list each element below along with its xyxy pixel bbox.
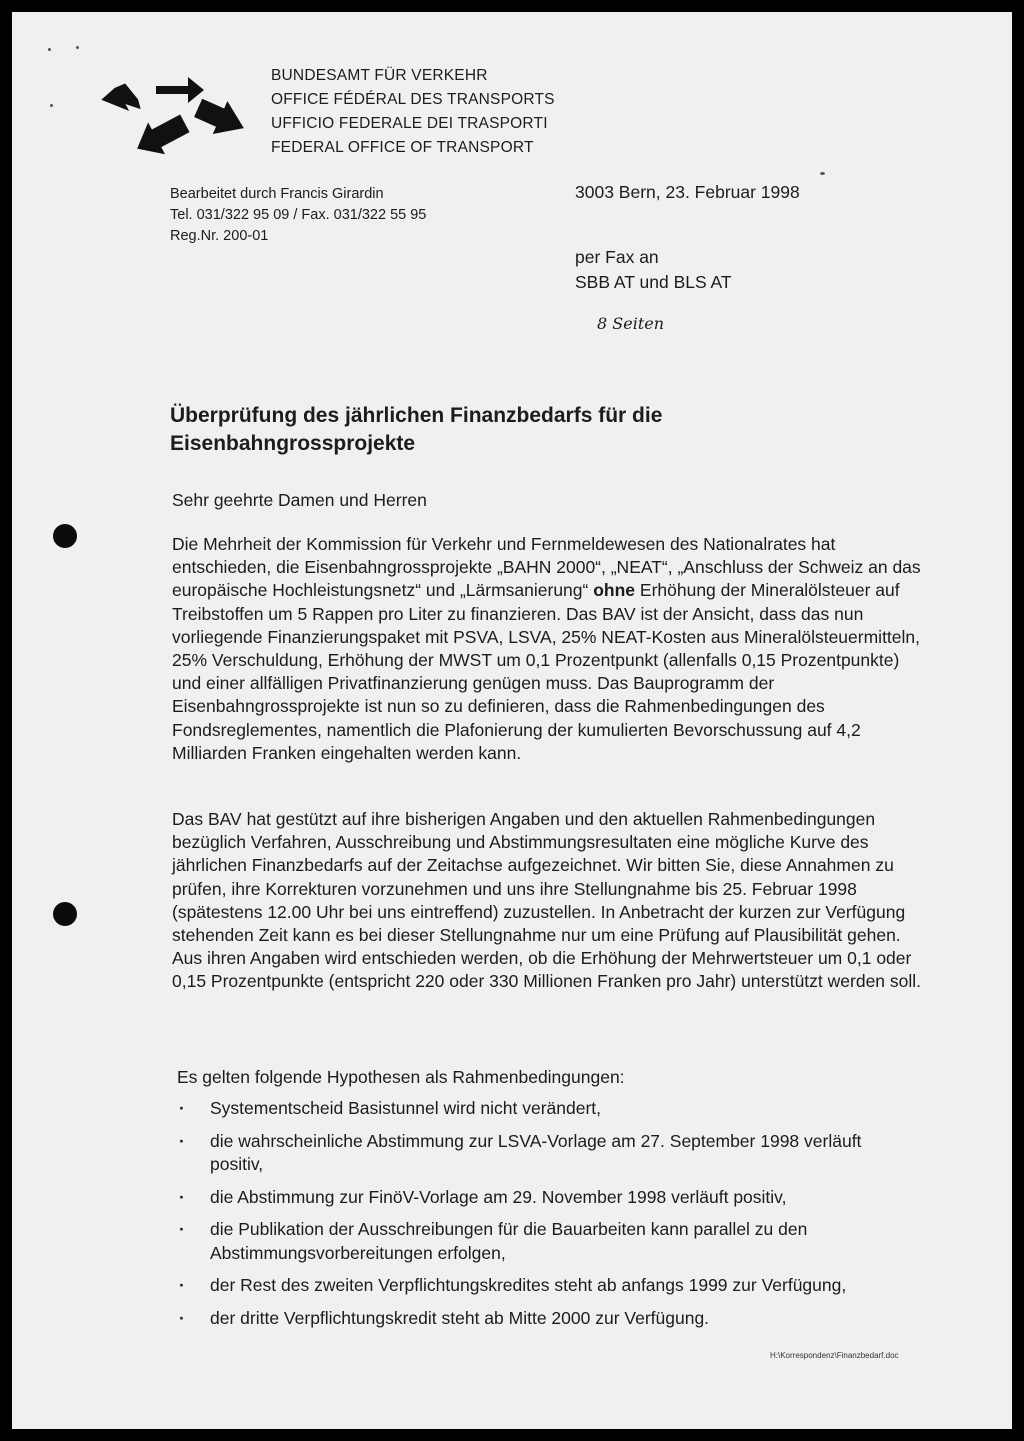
office-name-block xyxy=(271,64,555,160)
handwritten-page-count: 8 Seiten xyxy=(597,314,665,333)
recipient-block xyxy=(575,245,732,295)
recipient-via: per Fax an xyxy=(575,247,659,267)
scan-speck xyxy=(50,104,53,107)
paragraph-2: Das BAV hat gestützt auf ihre bisherigen Angaben und den aktuellen Rahmenbedingungen bezüglich Verfahren, Ausschreibung und Abstimmungsresultaten eine mögliche Kurve des jährlichen Finanzbedarfs auf der Zeitachse aufgezeichnet. Wir bitten Sie, diese Annahmen zu prüfen, ihre Korrekturen vorzunehmen und uns ihre Stellungnahme bis 25. Februar 1998 (spätestens 12.00 Uhr bei uns eintreffend) zuzustellen. In Anbetracht der kurzen zur Verfügung stehenden Zeit kann es bei dieser Stellungnahme nur um eine Prüfung auf Plausibilität gehen. Aus ihren Angaben wird entschieden werden, ob die Erhöhung der Mehrwertsteuer um 0,1 oder 0,15 Prozentpunkte (entspricht 220 oder 330 Millionen Franken pro Jahr) unterstützt werden soll. xyxy=(172,809,922,992)
sender-block xyxy=(170,184,426,247)
office-name-it: UFFICIO FEDERALE DEI TRASPORTI xyxy=(271,115,548,132)
office-name-de: BUNDESAMT FÜR VERKEHR xyxy=(271,67,488,84)
punch-hole xyxy=(53,524,77,548)
sender-reg-nr: Reg.Nr. 200-01 xyxy=(170,228,269,244)
recipient-to: SBB AT und BLS AT xyxy=(575,272,732,292)
salutation: Sehr geehrte Damen und Herren xyxy=(172,490,427,510)
paragraph-1-part-a: Die Mehrheit der Kommission für Verkehr und Fernmeldewesen des Nationalrates hat entschieden, die Eisenbahngrossprojekte „BAHN 2000“, „NEAT“, „Anschluss der Schweiz an das europäische Hochleistungsnetz“ und „Lärmsanierung“ xyxy=(172,534,921,601)
sender-phone-fax: Tel. 031/322 95 09 / Fax. 031/322 55 95 xyxy=(170,207,427,223)
document-page xyxy=(12,12,1012,1429)
paragraph-1-part-b: Erhöhung der Mineralölsteuer auf Treibstoffen um 5 Rappen pro Liter zu finanzieren. Das BAV ist der Ansicht, dass das nun vorliegende Finanzierungspaket mit PSVA, LSVA, 25% NEAT-Kosten aus Mineralölsteuermitteln, 25% Verschuldung, Erhöhung der MWST um 0,1 Prozentpunkt (allenfalls 0,15 Prozentpunkte) und einer allfälligen Privatfinanzierung genügen muss. Das Bauprogramm der Eisenbahngrossprojekte ist nun so zu definieren, dass die Rahmenbedingungen des Fondsreglementes, namentlich die Plafonierung der kumulierten Bevorschussung auf 4,2 Milliarden Franken eingehalten werden kann. xyxy=(172,580,921,763)
place-date: 3003 Bern, 23. Februar 1998 xyxy=(575,182,800,202)
subject-heading: Überprüfung des jährlichen Finanzbedarfs für die Eisenbahngrossprojekte xyxy=(170,404,663,455)
four-arrows-logo xyxy=(96,64,252,164)
hypotheses-list xyxy=(177,1097,917,1339)
list-item: · die Abstimmung zur FinöV-Vorlage am 29. November 1998 verläuft positiv, xyxy=(177,1186,917,1210)
scan-speck xyxy=(820,172,825,175)
sender-edited-by: Bearbeitet durch Francis Girardin xyxy=(170,186,384,202)
list-item: · der Rest des zweiten Verpflichtungskredites steht ab anfangs 1999 zur Verfügung, xyxy=(177,1274,917,1298)
paragraph-1-bold: ohne xyxy=(593,580,636,601)
scan-speck xyxy=(76,46,79,49)
list-item: · der dritte Verpflichtungskredit steht ab Mitte 2000 zur Verfügung. xyxy=(177,1307,917,1331)
office-name-fr: OFFICE FÉDÉRAL DES TRANSPORTS xyxy=(271,91,555,108)
list-item: · Systementscheid Basistunnel wird nicht verändert, xyxy=(177,1097,917,1121)
list-item: · die Publikation der Ausschreibungen für die Bauarbeiten kann parallel zu den Abstimmungsvorbereitungen erfolgen, xyxy=(177,1218,917,1265)
punch-hole xyxy=(53,902,77,926)
list-item: · die wahrscheinliche Abstimmung zur LSVA-Vorlage am 27. September 1998 verläuft positiv, xyxy=(177,1130,917,1177)
paragraph-1 xyxy=(172,533,922,765)
footer-file-path: H:\Korrespondenz\Finanzbedarf.doc xyxy=(770,1351,899,1360)
hypotheses-intro: Es gelten folgende Hypothesen als Rahmenbedingungen: xyxy=(177,1067,625,1087)
office-name-en: FEDERAL OFFICE OF TRANSPORT xyxy=(271,139,534,156)
scan-speck xyxy=(48,48,51,51)
